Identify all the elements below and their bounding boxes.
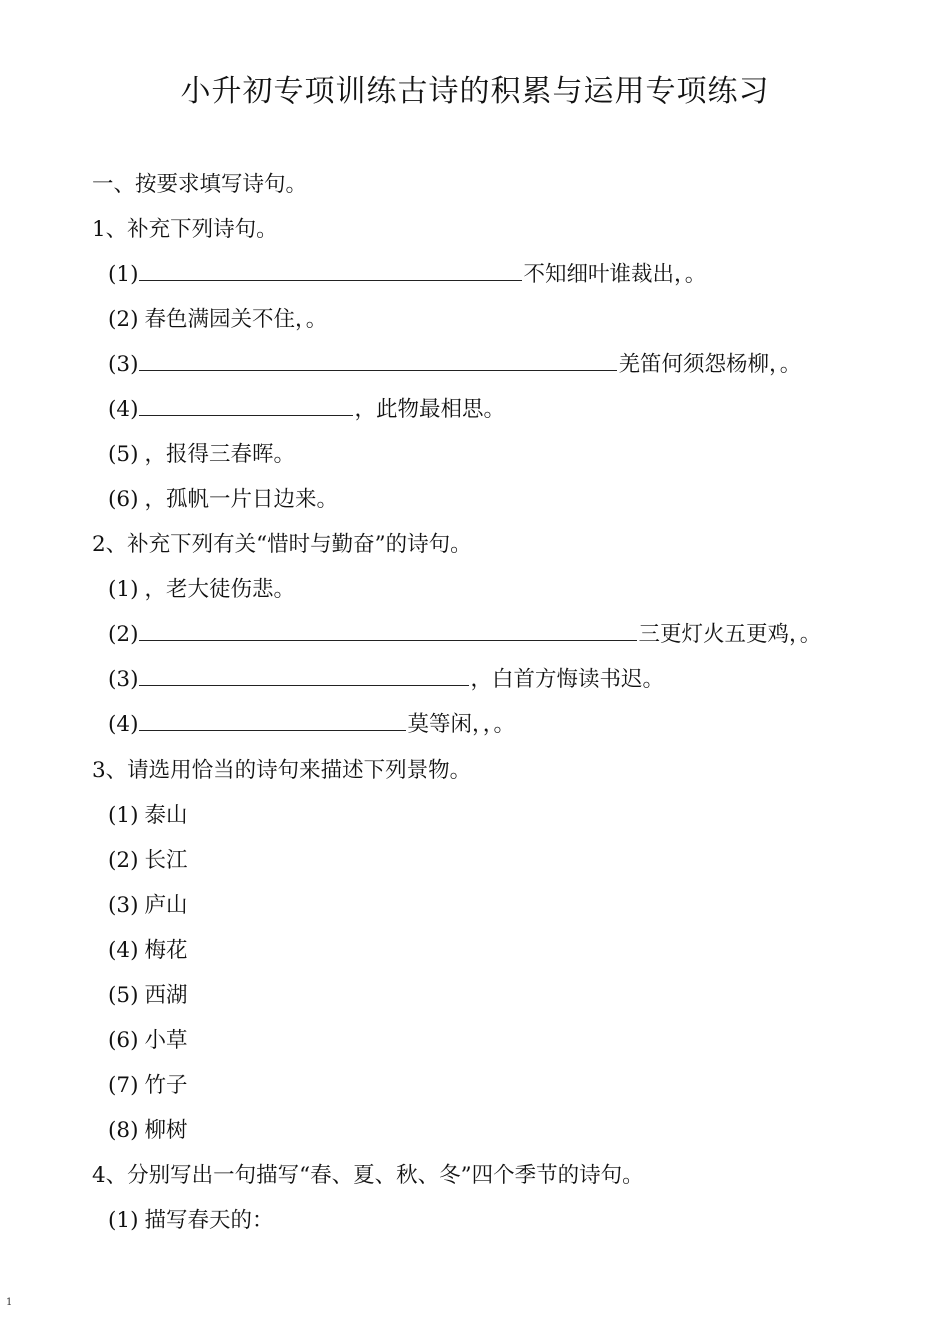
item-text: 长江 bbox=[144, 848, 188, 873]
page-number: 1 bbox=[6, 1297, 13, 1308]
item-number: (3) bbox=[108, 667, 139, 692]
item-text: 柳树 bbox=[144, 1118, 188, 1143]
q3-item-2 bbox=[108, 844, 187, 878]
q1-item-1 bbox=[108, 258, 706, 292]
q1-item-3 bbox=[108, 348, 801, 382]
item-number: (1) bbox=[108, 577, 139, 602]
item-text: ，白首方悔读书迟。 bbox=[470, 667, 664, 692]
question-3-heading: 3、请选用恰当的诗句来描述下列景物。 bbox=[92, 758, 472, 783]
q3-item-7 bbox=[108, 1069, 187, 1103]
q2-item-2 bbox=[108, 618, 821, 652]
item-text: 莫等闲，，。 bbox=[407, 712, 515, 737]
q1-item-2 bbox=[108, 303, 327, 337]
q2-item-1 bbox=[108, 573, 295, 607]
q3-item-3 bbox=[108, 889, 187, 923]
question-2-heading: 2、补充下列有关“惜时与勤奋”的诗句。 bbox=[92, 532, 472, 557]
item-text: 三更灯火五更鸡，。 bbox=[638, 622, 822, 647]
q3-item-4 bbox=[108, 934, 187, 968]
item-text: ，孤帆一片日边来。 bbox=[144, 487, 338, 512]
answer-blank[interactable] bbox=[139, 618, 637, 641]
q1-item-4 bbox=[108, 393, 505, 427]
item-text: 羌笛何须怨杨柳，。 bbox=[618, 352, 802, 377]
item-number: (3) bbox=[108, 893, 139, 918]
item-text: 西湖 bbox=[144, 983, 188, 1008]
item-text: 庐山 bbox=[144, 893, 188, 918]
q2-item-4 bbox=[108, 708, 515, 742]
item-number: (1) bbox=[108, 262, 139, 287]
item-text: ，此物最相思。 bbox=[354, 397, 505, 422]
item-number: (4) bbox=[108, 397, 139, 422]
item-text: 描写春天的： bbox=[144, 1208, 274, 1233]
q4-item-1 bbox=[108, 1204, 273, 1238]
question-1-heading: 1、补充下列诗句。 bbox=[92, 217, 278, 242]
item-text: 不知细叶谁裁出，。 bbox=[523, 262, 707, 287]
q3-item-1 bbox=[108, 799, 187, 833]
item-text: 梅花 bbox=[144, 938, 188, 963]
item-number: (4) bbox=[108, 938, 139, 963]
item-number: (2) bbox=[108, 848, 139, 873]
answer-blank[interactable] bbox=[139, 393, 353, 416]
q3-item-8 bbox=[108, 1114, 187, 1148]
item-text: 小草 bbox=[144, 1028, 188, 1053]
item-number: (8) bbox=[108, 1118, 139, 1143]
item-number: (2) bbox=[108, 307, 139, 332]
page-title: 小升初专项训练古诗的积累与运用专项练习 bbox=[180, 74, 770, 109]
item-number: (5) bbox=[108, 983, 139, 1008]
answer-blank[interactable] bbox=[139, 708, 406, 731]
q1-item-6 bbox=[108, 483, 338, 517]
question-4-heading: 4、分别写出一句描写“春、夏、秋、冬”四个季节的诗句。 bbox=[92, 1163, 644, 1188]
item-number: (1) bbox=[108, 1208, 139, 1233]
q3-item-6 bbox=[108, 1024, 187, 1058]
q1-item-5 bbox=[108, 438, 295, 472]
item-number: (2) bbox=[108, 622, 139, 647]
item-number: (7) bbox=[108, 1073, 139, 1098]
item-number: (1) bbox=[108, 803, 139, 828]
item-number: (6) bbox=[108, 487, 139, 512]
item-text: 泰山 bbox=[144, 803, 188, 828]
item-number: (4) bbox=[108, 712, 139, 737]
answer-blank[interactable] bbox=[139, 348, 617, 371]
answer-blank[interactable] bbox=[139, 663, 469, 686]
item-number: (5) bbox=[108, 442, 139, 467]
answer-blank[interactable] bbox=[139, 258, 522, 281]
q3-item-5 bbox=[108, 979, 187, 1013]
item-number: (3) bbox=[108, 352, 139, 377]
item-text: ，报得三春晖。 bbox=[144, 442, 295, 467]
item-text: 竹子 bbox=[144, 1073, 188, 1098]
section-heading: 一、按要求填写诗句。 bbox=[92, 172, 308, 197]
item-number: (6) bbox=[108, 1028, 139, 1053]
q2-item-3 bbox=[108, 663, 664, 697]
item-text: ，老大徒伤悲。 bbox=[144, 577, 295, 602]
item-text: 春色满园关不住，。 bbox=[144, 307, 328, 332]
